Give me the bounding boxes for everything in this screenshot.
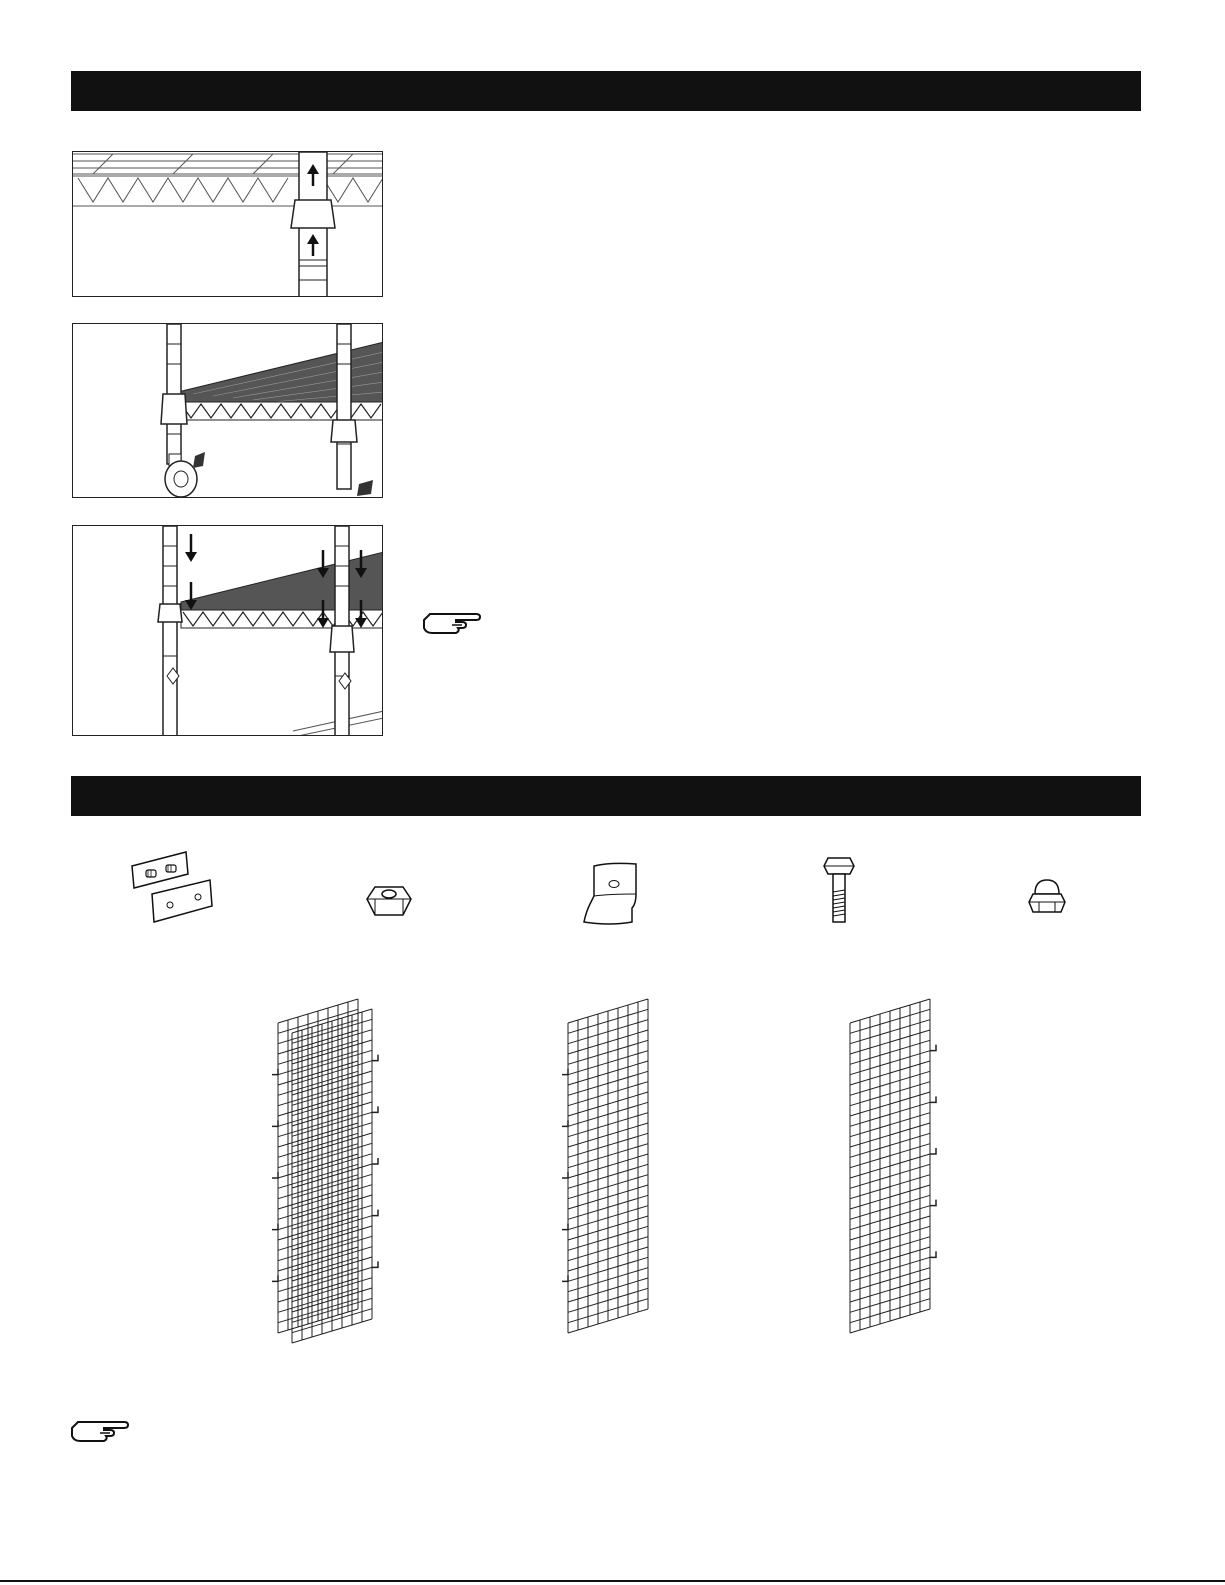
pointing-hand-icon xyxy=(70,1420,130,1444)
step-2-illustration xyxy=(72,323,383,498)
section-header-bar-2 xyxy=(71,776,1141,816)
bracket-clip-icon xyxy=(580,860,642,930)
section-header-bar-1 xyxy=(71,71,1141,111)
wire-panel-pair-icon xyxy=(270,993,380,1348)
hex-bolt-icon xyxy=(822,856,856,926)
pointing-hand-icon xyxy=(422,612,482,636)
shelf-on-posts-with-casters-icon xyxy=(73,324,383,498)
cap-nut-icon xyxy=(1027,878,1067,916)
shelf-pressed-down-onto-sleeves-icon xyxy=(73,526,383,736)
page-bottom-rule xyxy=(0,1580,1225,1582)
wire-panel-icon xyxy=(558,993,658,1348)
step-3-illustration xyxy=(72,525,383,736)
hex-nut-icon xyxy=(365,883,413,919)
sleeve-on-post-closeup-icon xyxy=(73,152,383,297)
step-1-illustration xyxy=(72,151,383,297)
splice-plate-set-icon xyxy=(128,850,218,930)
wire-panel-icon xyxy=(840,993,940,1348)
